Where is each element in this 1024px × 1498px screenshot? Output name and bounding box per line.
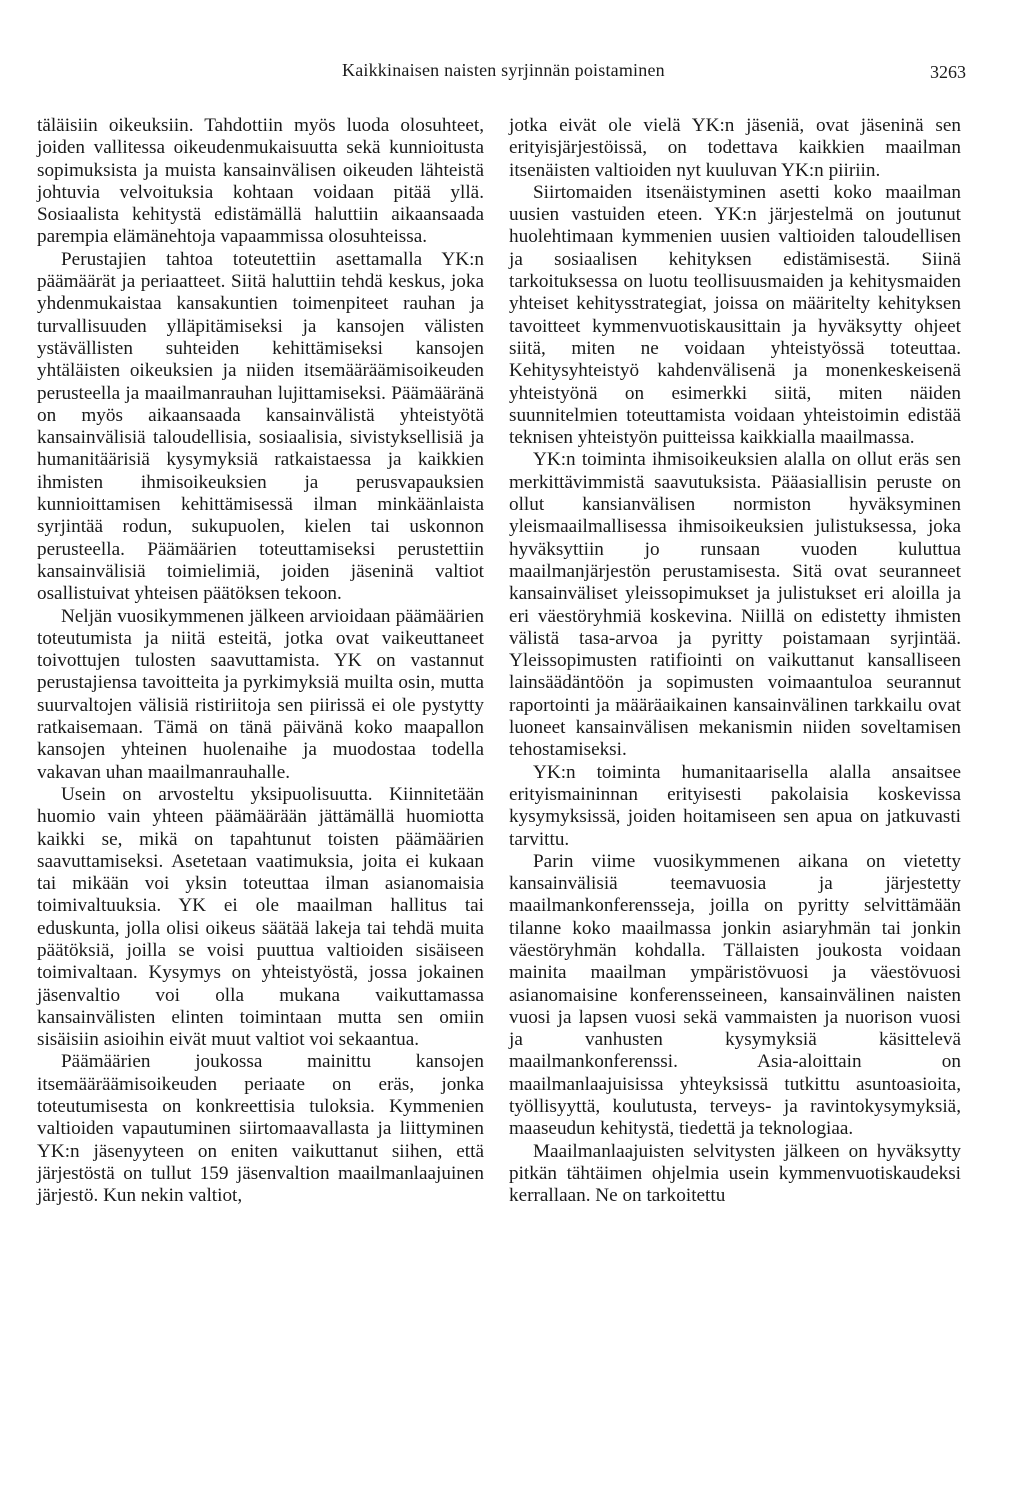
right-column xyxy=(509,115,961,1208)
paragraph: Päämäärien joukossa mainittu kansojen itsemääräämisoikeuden periaate on eräs, jonka toteutumisesta on konkreettisia tuloksia. Kymmenien valtioiden vapautuminen siirtomaavallasta ja liittyminen YK:n jäsenyyteen on eniten vaikuttanut siihen, että järjestöstä on tullut 159 jäsenvaltion maailmanlaajuinen järjestö. Kun nekin valtiot, xyxy=(37,1051,484,1207)
paragraph: Parin viime vuosikymmenen aikana on vietetty kansainvälisiä teemavuosia ja järjestetty maailmankonferensseja, joilla on pyritty selvittämään tilanne koko maailmassa jonkin asiaryhmän tai jonkin väestöryhmän kohdalla. Tällaisten joukosta voidaan mainita maailman ympäristövuosi ja väestövuosi asianomaisine konferensseineen, kansainvälinen naisten vuosi ja lapsen vuosi sekä vammaisten ja nuorison vuosi ja vanhusten kysymyksiä käsittelevä maailmankonferenssi. Asia-aloittain on maailmanlaajuisissa yhteyksissä tutkittu asuntoasioita, työllisyyttä, koulutusta, terveys- ja ravintokysymyksiä, maaseudun kehitystä, tiedettä ja teknologiaa. xyxy=(509,850,961,1140)
paragraph: YK:n toiminta humanitaarisella alalla ansaitsee erityismaininnan erityisesti pakolaisia koskevissa kysymyksissä, joiden hoitamiseen sen apua on jatkuvasti tarvittu. xyxy=(509,761,961,850)
paragraph: jotka eivät ole vielä YK:n jäseniä, ovat jäseninä sen erityisjärjestöissä, on todettava kaikkien maailman itsenäisten valtioiden nyt kuuluvan YK:n piiriin. xyxy=(509,115,961,181)
running-head xyxy=(0,60,1024,90)
paragraph: Siirtomaiden itsenäistyminen asetti koko maailman uusien vastuiden eteen. YK:n järjestelmä on joutunut huolehtimaan kymmenien uusien valtioiden taloudellisen ja sosiaalisen kehityksen edistämisestä. Siinä tarkoituksessa on luotu teollisuusmaiden ja kehitysmaiden yhteiset kehitysstrategiat, joissa on määritelty kehityksen tavoitteet kymmenvuotiskausittain ja hyväksytty ohjeet siitä, miten ne voidaan yhteistyössä toteuttaa. Kehitysyhteistyö kahdenvälisenä ja monenkeskeisenä yhteistyönä on esimerkki siitä, miten näiden suunnitelmien toteuttamista voidaan yhteistoimin edistää teknisen yhteistyön puitteissa kaikkialla maailmassa. xyxy=(509,181,961,449)
paragraph: Neljän vuosikymmenen jälkeen arvioidaan päämäärien toteutumista ja niitä esteitä, jotka ovat vaikeuttaneet toivottujen tulosten saavuttamista. YK on vastannut perustajiensa tavoitteita ja pyrkimyksiä muilta osin, mutta suurvaltojen välisiä ristiriitoja sen piirissä ei ole pystytty ratkaisemaan. Tämä on tänä päivänä koko maapallon kansojen yhteinen huolenaihe ja muodostaa todella vakavan uhan maailmanrauhalle. xyxy=(37,605,484,783)
running-title: Kaikkinaisen naisten syrjinnän poistaminen xyxy=(342,60,665,80)
page-number: 3263 xyxy=(930,62,966,82)
paragraph: Usein on arvosteltu yksipuolisuutta. Kiinnitetään huomio vain yhteen päämäärään jättämällä huomiotta kaikki se, mikä on tapahtunut toisten päämäärien saavuttamiseksi. Asetetaan vaatimuksia, joita ei kukaan tai mikään voi yksin toteuttaa ilman asianomaisia toimivaltuuksia. YK ei ole maailman hallitus tai eduskunta, jolla olisi oikeus säätää lakeja tai tehdä muita päätöksiä, joilla se voisi puuttua valtioiden sisäiseen toimivaltaan. Kysymys on yhteistyöstä, jossa jokainen jäsenvaltio voi olla mukana vaikuttamassa kansainvälisten elinten toimintaan mutta sen omiin sisäisiin asioihin eivät muut valtiot voi sekaantua. xyxy=(37,783,484,1051)
paragraph: YK:n toiminta ihmisoikeuksien alalla on ollut eräs sen merkittävimmistä saavutuksista. Pääasiallisin peruste on ollut kansianvälisen normiston hyväksyminen yleismaailmallisessa ihmisoikeuksien julistuksessa, joka hyväksyttiin jo runsaan vuoden kuluttua maailmanjärjestön perustamisesta. Sitä ovat seuranneet kansainväliset yleissopimukset ja julistukset eri aloilla ja eri väestöryhmiä koskevina. Niillä on edistetty ihmisten välistä tasa-arvoa ja pyritty poistamaan syrjintää. Yleissopimusten ratifiointi on vaikuttanut kansalliseen lainsäädäntöön ja sopimusten voimaantuloa seurannut raportointi ja määräaikainen kansainvälinen tarkkailu ovat luoneet kansainvälisen mekanismin niiden soveltamisen tehostamiseksi. xyxy=(509,449,961,761)
paragraph: täläisiin oikeuksiin. Tahdottiin myös luoda olosuhteet, joiden vallitessa oikeudenmukaisuutta sekä kunnioitusta sopimuksista ja muista kansainvälisen oikeuden lähteistä johtuvia velvoituksia kohtaan voidaan pitää yllä. Sosiaalista kehitystä edistämällä haluttiin aikaansaada parempia elämänehtoja vapaammissa olosuhteissa. xyxy=(37,115,484,248)
left-column xyxy=(37,115,484,1208)
paragraph: Maailmanlaajuisten selvitysten jälkeen on hyväksytty pitkän tähtäimen ohjelmia usein kymmenvuotiskaudeksi kerrallaan. Ne on tarkoitettu xyxy=(509,1140,961,1207)
paragraph: Perustajien tahtoa toteutettiin asettamalla YK:n päämäärät ja periaatteet. Siitä haluttiin tehdä keskus, joka yhdenmukaistaa kansakuntien toimenpiteet rauhan ja turvallisuuden ylläpitämiseksi ja kansojen välisten ystävällisten suhteiden kehittämiseksi kansojen yhtäläisten oikeuksien ja niiden itsemääräämisoikeuden perusteella ja maailmanrauhan lujittamiseksi. Päämääränä on myös aikaansaada kansainvälistä yhteistyötä kansainvälisiä taloudellisia, sosiaalisia, sivistyksellisiä ja humanitäärisiä kysymyksiä ratkaistaessa ja kaikkien ihmisten ihmisoikeuksien ja perusvapauksien kunnioittamisen kehittämisessä ilman minkäänlaista syrjintää rodun, sukupuolen, kielen tai uskonnon perusteella. Päämäärien toteuttamiseksi perustettiin kansainvälisiä toimielimiä, joiden jäseninä valtiot osallistuivat yhteisen päätöksen tekoon. xyxy=(37,248,484,605)
